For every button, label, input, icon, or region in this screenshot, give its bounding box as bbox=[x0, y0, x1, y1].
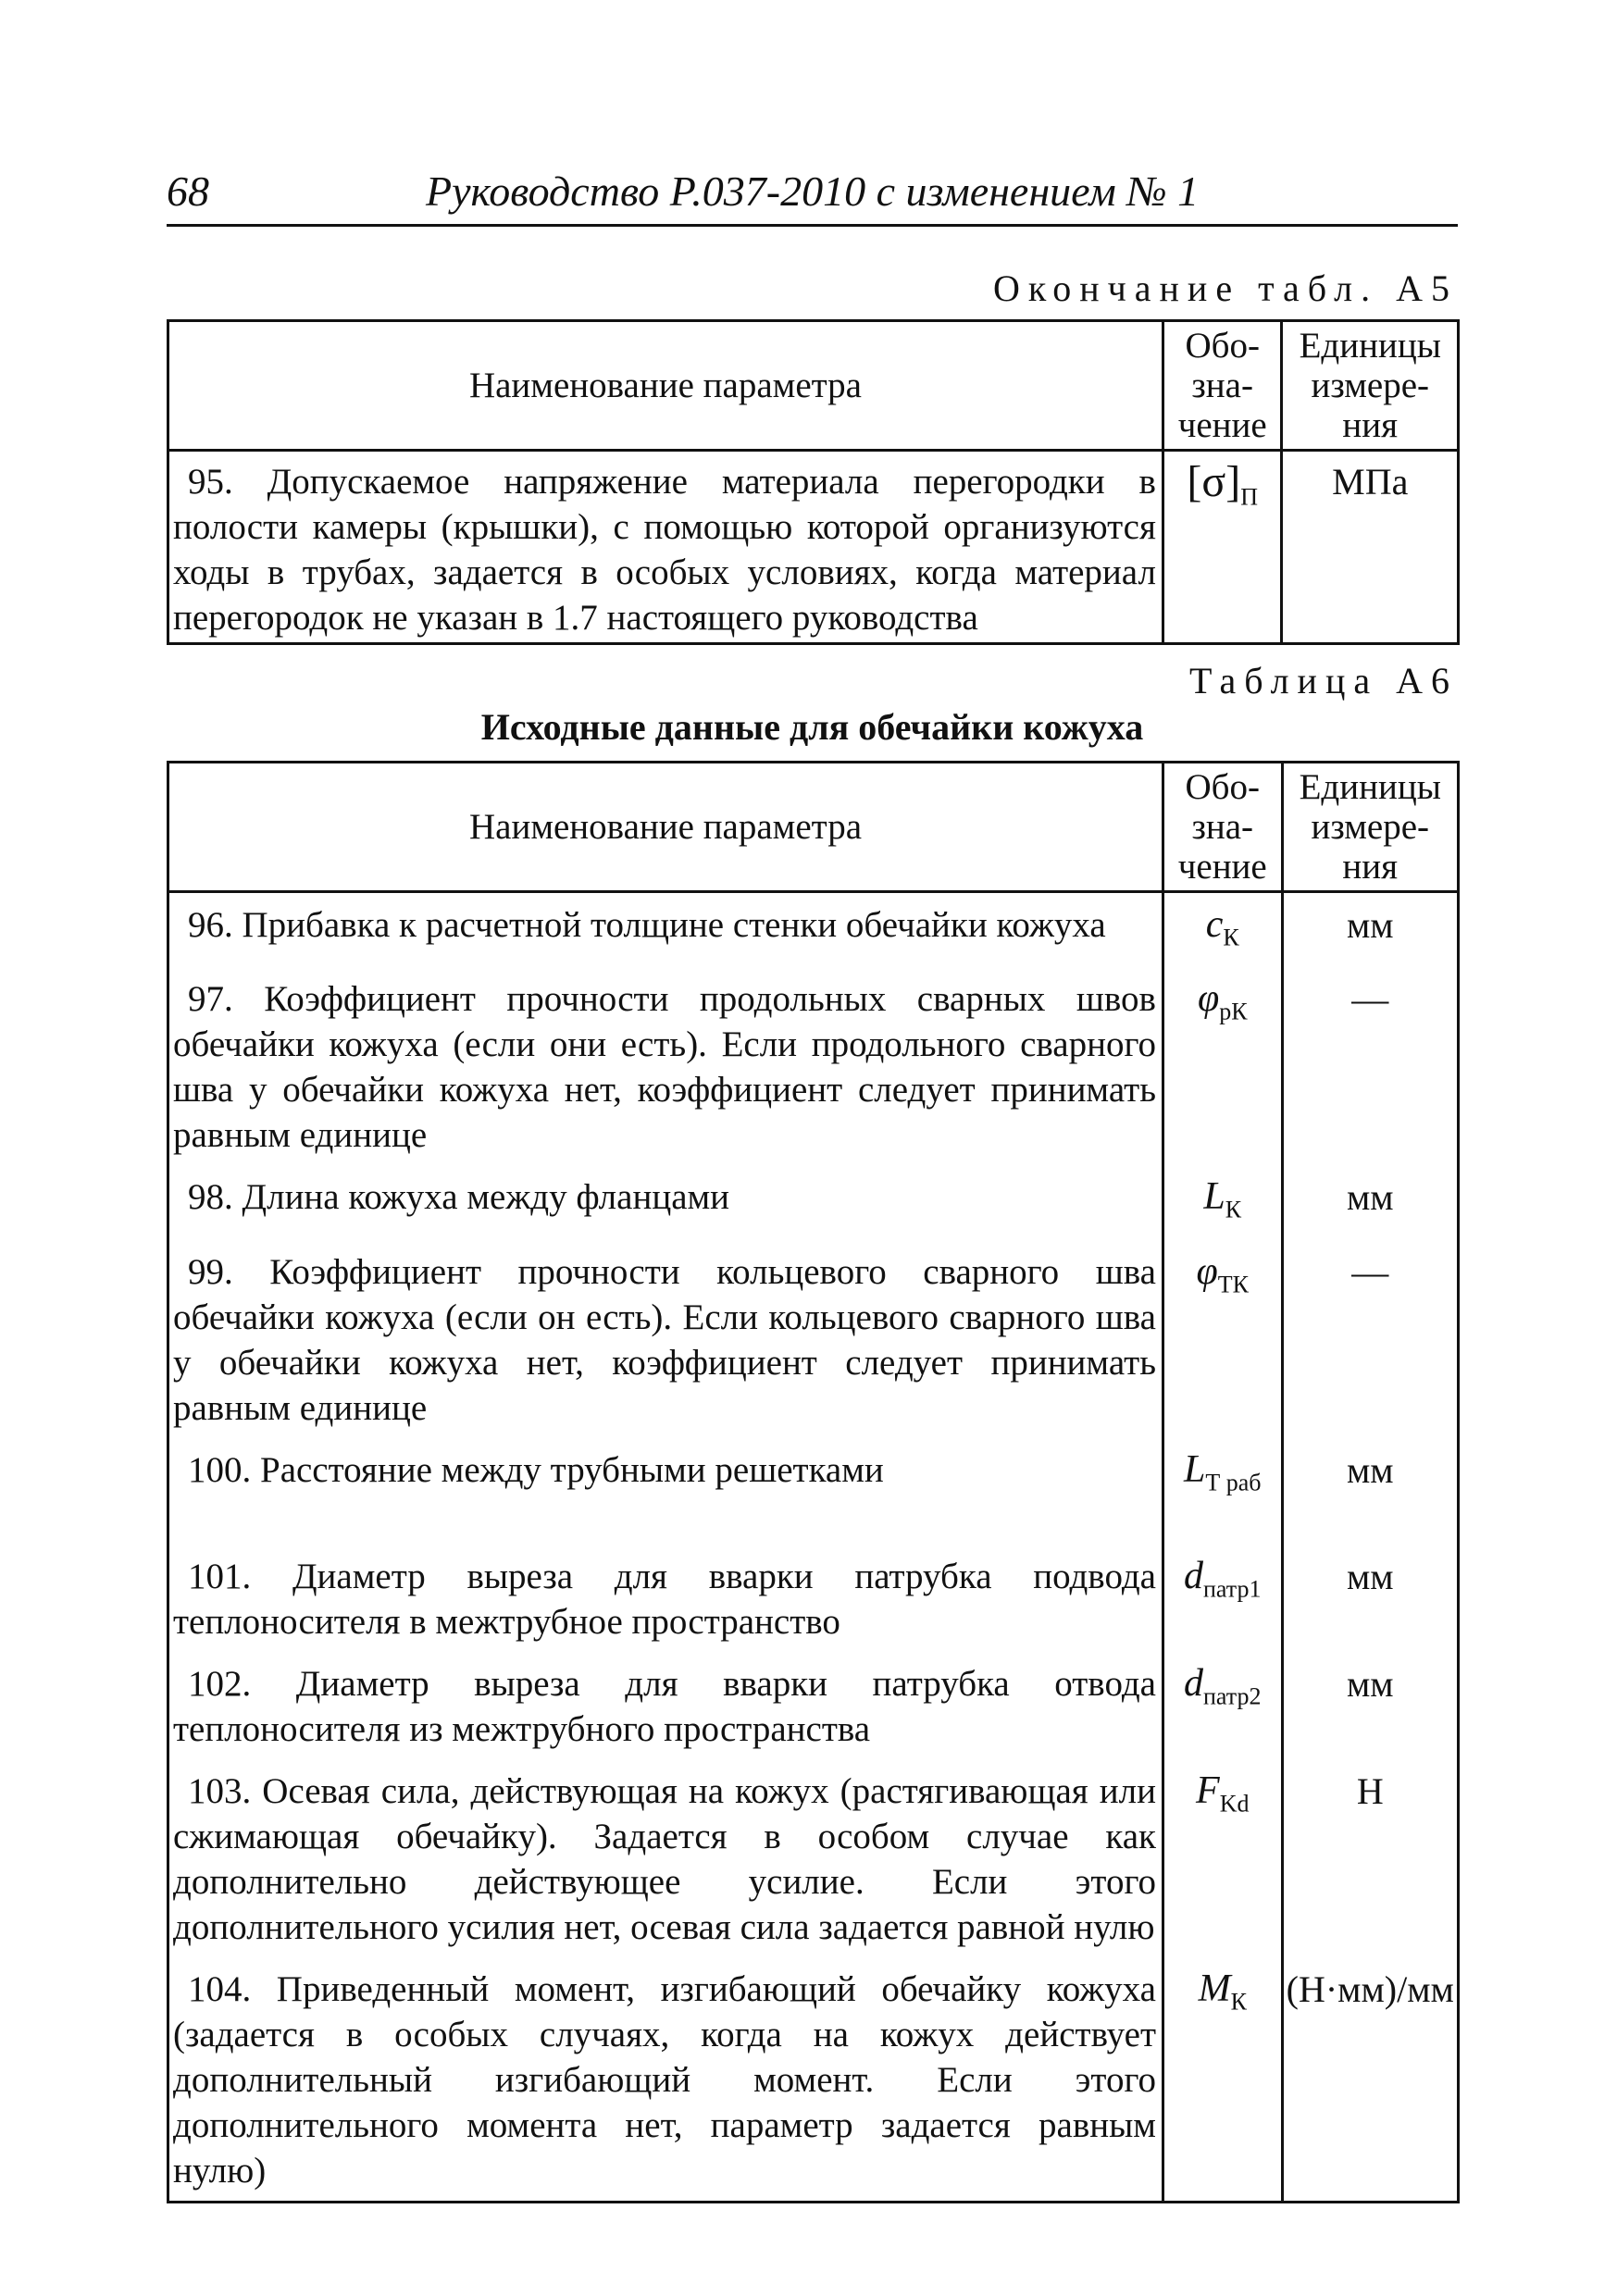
param-symbol: $\varphi_{ТК}$ bbox=[1163, 1240, 1282, 1438]
column-header-symbol: Обо- зна- чение bbox=[1163, 321, 1282, 451]
param-symbol: $d_{патр2}$ bbox=[1163, 1652, 1282, 1759]
table-header-row bbox=[168, 763, 1459, 892]
table-row bbox=[168, 1759, 1459, 1957]
column-header-name: Наименование параметра bbox=[168, 321, 1163, 451]
table-row bbox=[168, 1652, 1459, 1759]
param-name: 104. Приведенный момент, изгибающий обечайку кожуха (задается в особых случаях, когда на кожух действует дополнительный изгибающий момент. Если этого дополнительного момента нет, параметр задается равным нулю) bbox=[168, 1957, 1163, 2203]
param-name: 95. Допускаемое напряжение материала перегородки в полости камеры (крышки), с помощью которой организуются ходы в трубах, задается в особых условиях, когда материал перегородок не указан в 1.7 настоящего руководства bbox=[168, 451, 1163, 644]
table-row bbox=[168, 1240, 1459, 1438]
param-symbol: $[\sigma]_П$ bbox=[1163, 451, 1282, 644]
table-row bbox=[168, 1165, 1459, 1239]
table-header-row bbox=[168, 321, 1459, 451]
param-name: 99. Коэффициент прочности кольцевого сварного шва обечайки кожуха (если он есть). Если кольцевого сварного шва у обечайки кожуха нет, коэффициент следует принимать равным единице bbox=[168, 1240, 1163, 1438]
param-symbol: $c_К$ bbox=[1163, 892, 1282, 968]
param-symbol: $M_К$ bbox=[1163, 1957, 1282, 2203]
param-unit: мм bbox=[1282, 1165, 1458, 1239]
column-header-unit: Единицы измере- ния bbox=[1282, 321, 1459, 451]
param-unit: Н bbox=[1282, 1759, 1458, 1957]
table-a6 bbox=[167, 761, 1460, 2203]
column-header-unit: Единицы измере- ния bbox=[1282, 763, 1458, 892]
param-unit: мм bbox=[1282, 1545, 1458, 1652]
param-symbol: $d_{патр1}$ bbox=[1163, 1545, 1282, 1652]
table-row bbox=[168, 967, 1459, 1165]
table-a5 bbox=[167, 319, 1460, 645]
param-name: 103. Осевая сила, действующая на кожух (растягивающая или сжимающая обечайку). Задается в особом случае как дополнительно действующее усилие. Если этого дополнительного усилия нет, осевая сила задается равной нулю bbox=[168, 1759, 1163, 1957]
running-title: Руководство Р.037-2010 с изменением № 1 bbox=[426, 168, 1200, 215]
param-unit: МПа bbox=[1282, 451, 1459, 644]
param-unit: — bbox=[1282, 1240, 1458, 1438]
param-symbol: $L_К$ bbox=[1163, 1165, 1282, 1239]
table-a6-caption: Таблица А6 bbox=[1189, 660, 1458, 701]
param-symbol: $F_{Kd}$ bbox=[1163, 1759, 1282, 1957]
column-header-symbol: Обо- зна- чение bbox=[1163, 763, 1282, 892]
param-unit: (Н·мм)/мм bbox=[1282, 1957, 1458, 2203]
param-symbol: $L_{Т раб}$ bbox=[1163, 1438, 1282, 1545]
param-symbol: $\varphi_{рК}$ bbox=[1163, 967, 1282, 1165]
param-unit: мм bbox=[1282, 1652, 1458, 1759]
table-row bbox=[168, 1957, 1459, 2203]
param-name: 98. Длина кожуха между фланцами bbox=[168, 1165, 1163, 1239]
table-row bbox=[168, 892, 1459, 968]
param-unit: — bbox=[1282, 967, 1458, 1165]
param-name: 97. Коэффициент прочности продольных сварных швов обечайки кожуха (если они есть). Если продольного сварного шва у обечайки кожуха нет, коэффициент следует принимать равным единице bbox=[168, 967, 1163, 1165]
param-name: 102. Диаметр выреза для вварки патрубка отвода теплоносителя из межтрубного пространства bbox=[168, 1652, 1163, 1759]
table-row bbox=[168, 1438, 1459, 1545]
column-header-name: Наименование параметра bbox=[168, 763, 1163, 892]
param-name: 96. Прибавка к расчетной толщине стенки обечайки кожуха bbox=[168, 892, 1163, 968]
table-a6-title: Исходные данные для обечайки кожуха bbox=[480, 706, 1144, 748]
table-row bbox=[168, 451, 1459, 644]
param-unit: мм bbox=[1282, 892, 1458, 968]
param-name: 101. Диаметр выреза для вварки патрубка подвода теплоносителя в межтрубное пространство bbox=[168, 1545, 1163, 1652]
page-number: 68 bbox=[167, 168, 209, 215]
param-name: 100. Расстояние между трубными решетками bbox=[168, 1438, 1163, 1545]
table-a5-caption: Окончание табл. А5 bbox=[992, 267, 1458, 309]
param-unit: мм bbox=[1282, 1438, 1458, 1545]
running-head bbox=[167, 167, 1458, 227]
table-row bbox=[168, 1545, 1459, 1652]
